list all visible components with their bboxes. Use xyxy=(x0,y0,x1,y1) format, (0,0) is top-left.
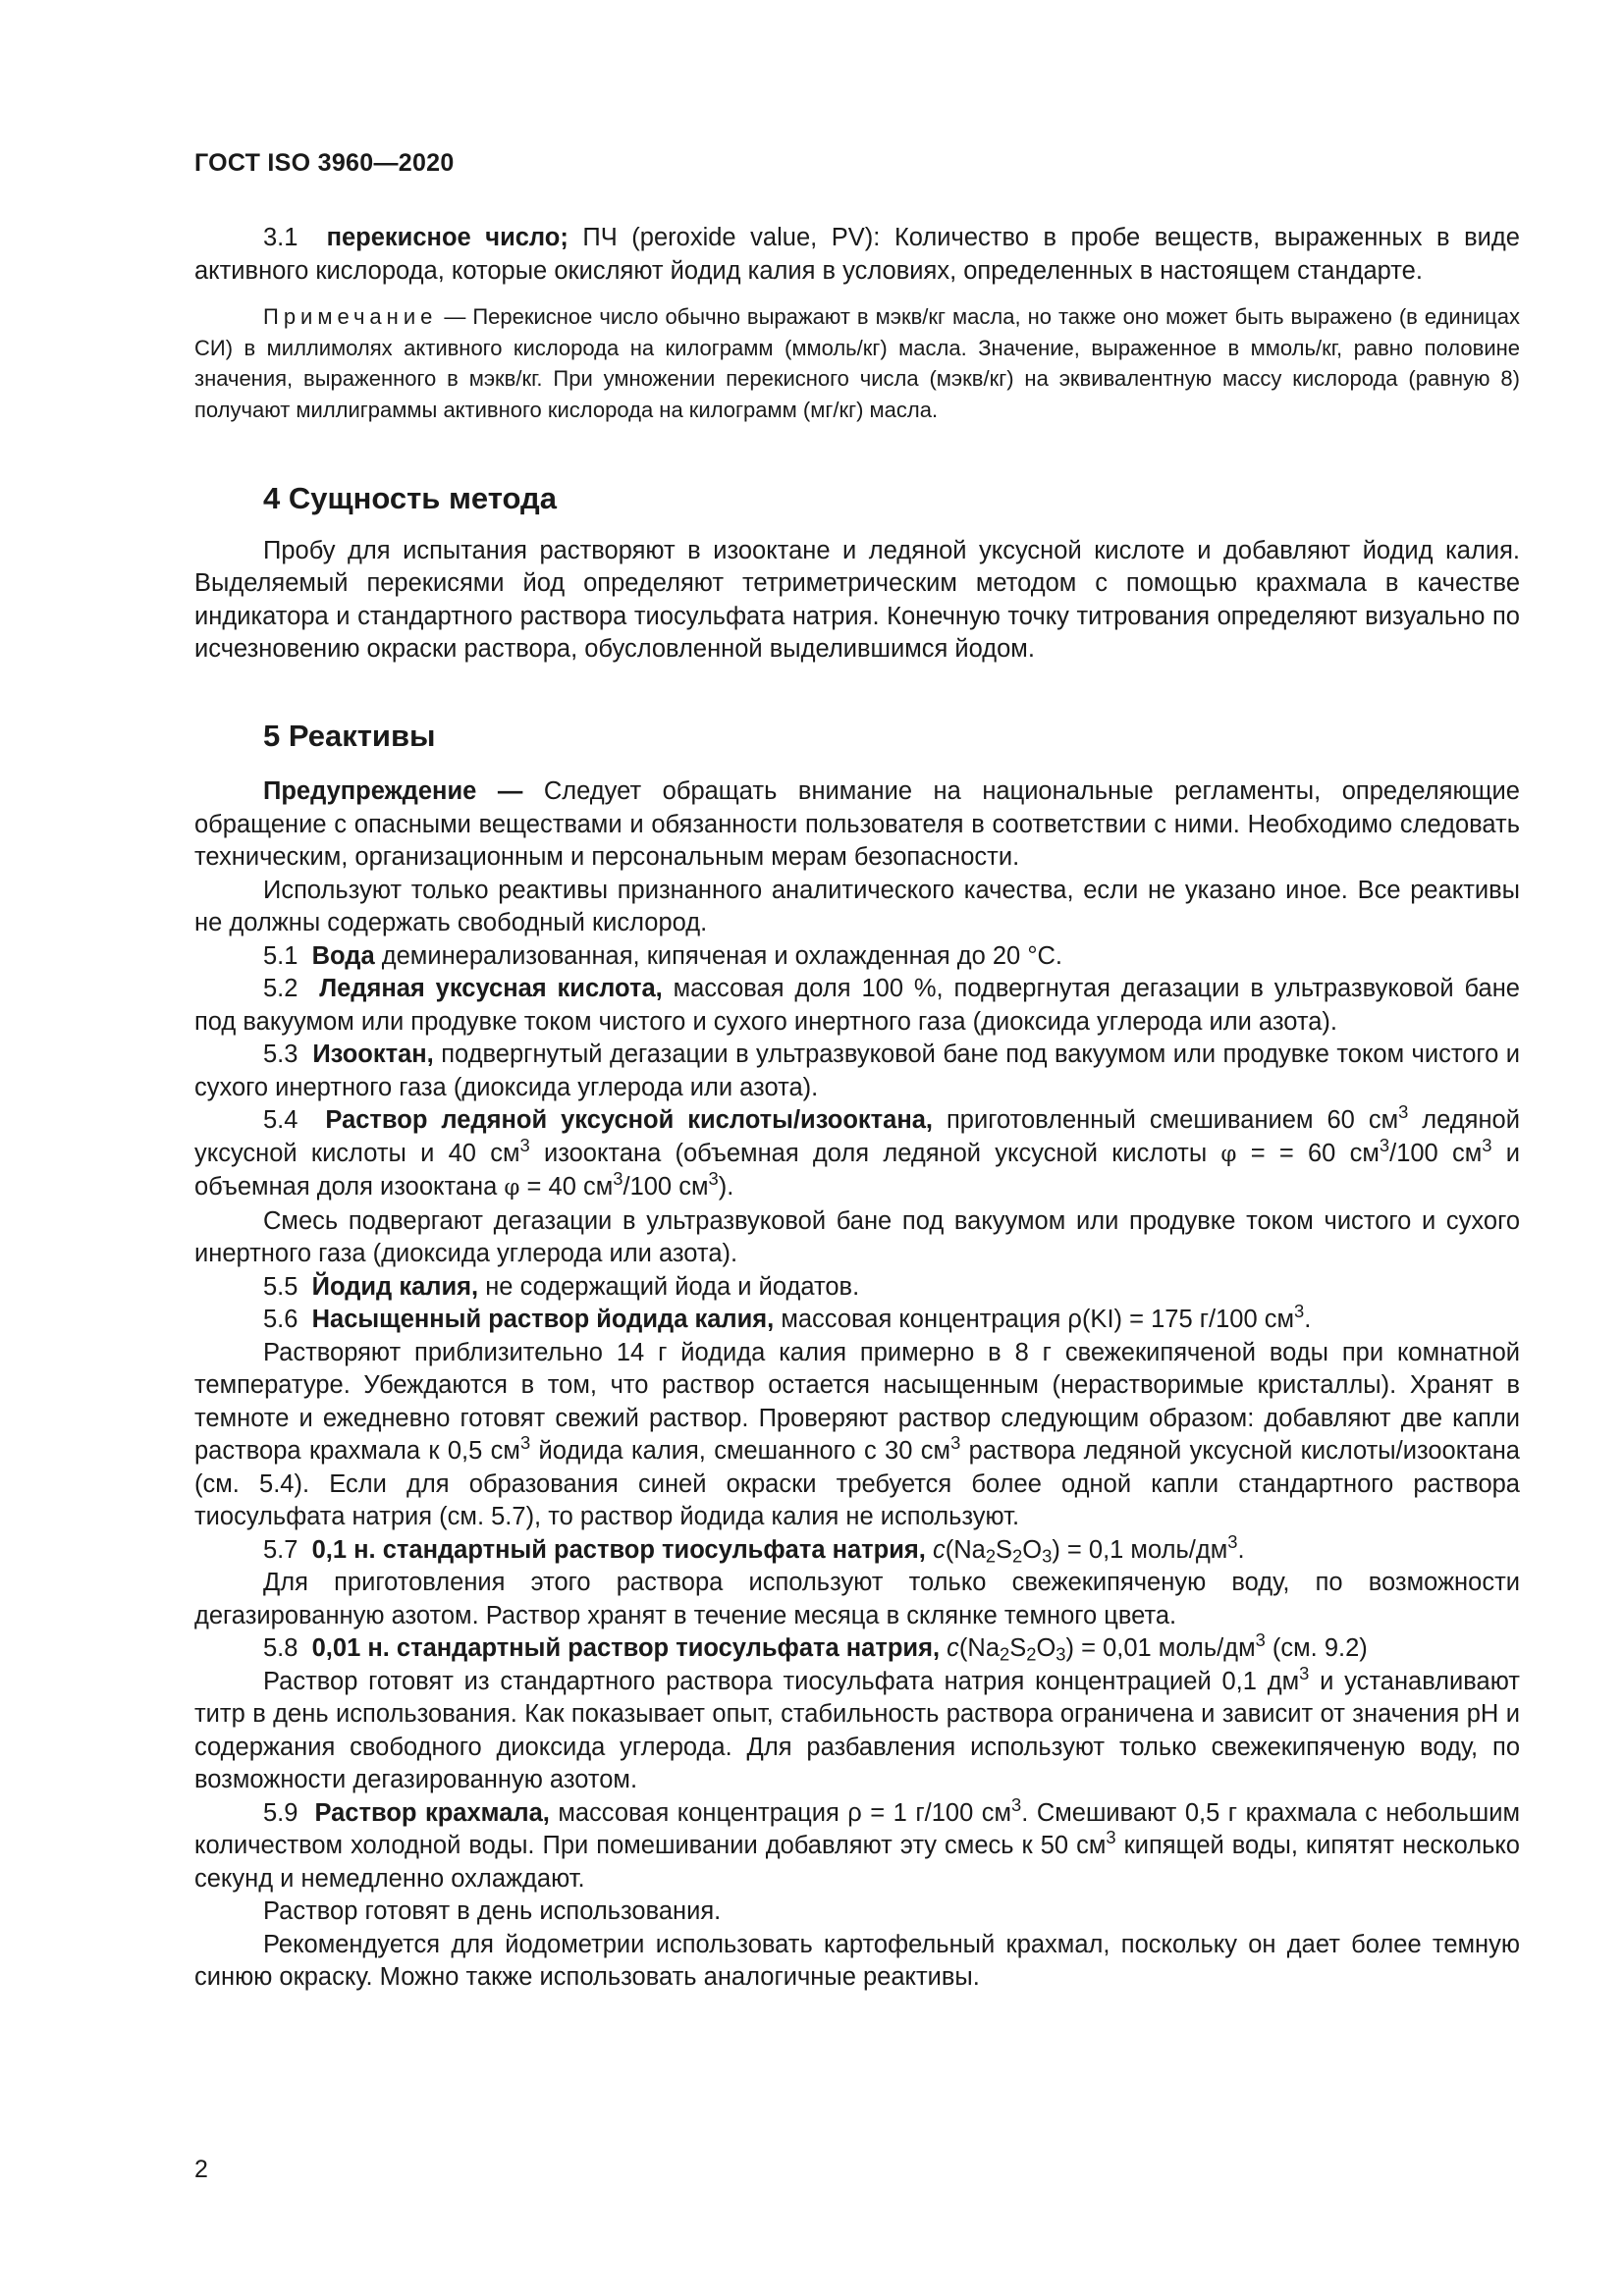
warning: Предупреждение — Следует обращать внимание на национальные регламенты, определяющие обращение с опасными веществами и обязанности пользователя в соответствии с ними. Необходимо следовать техническим, организационным и персональным мерам безопасности. xyxy=(194,777,1520,871)
clause-5-2: 5.2 Ледяная уксусная кислота, массовая доля 100 %, подвергнутая дегазации в ультразвуковой бане под вакуумом или продувке током чистого и сухого инертного газа (диоксида углерода или азота). xyxy=(194,975,1520,1036)
page-number: 2 xyxy=(194,2156,208,2183)
clause-5-7: 5.7 0,1 н. стандартный раствор тиосульфата натрия, $c(Na_2S_2O_3) = 0,1$ моль/$дм^3$. xyxy=(263,1530,1245,1567)
clause-5-9-recommendation: Рекомендуется для йодометрии использовать картофельный крахмал, поскольку он дает более темную синюю окраску. Можно также использовать аналогичные реактивы. xyxy=(194,1930,1520,1991)
section-4-heading: 4 Сущность метода xyxy=(263,481,557,515)
clause-5-6-para: Растворяют приблизительно 14 г йодида калия примерно в 8 г свежекипяченой воды при комнатной температуре. Убеждаются в том, что раствор остается насыщенным (нерастворимые кристаллы). Хранят в темноте и ежедневно готовят свежий раствор. Проверяют раствор следующим образом: добавляют две капли раствора крахмала к 0,5 $см^3$ йодида калия, смешанного с 30 $см^3$ раствора ледяной уксусной кислоты/изооктана (см. 5.4). Если для образования синей окраски требуется более одной капли стандартного раствора тиосульфата натрия (см. 5.7), то раствор йодида калия не используют. xyxy=(194,1338,1520,1530)
section-5-heading: 5 Реактивы xyxy=(263,718,436,753)
note-label: Примечание xyxy=(263,304,438,329)
clause-5-4-para: Смесь подвергают дегазации в ультразвуковой бане под вакуумом или продувке током чистого и сухого инертного газа (диоксида углерода или азота). xyxy=(194,1206,1520,1267)
reagents-intro: Используют только реактивы признанного аналитического качества, если не указано иное. Все реактивы не должны содержать свободный кислород. xyxy=(194,876,1520,936)
clause-5-1: 5.1 Вода деминерализованная, кипяченая и охлажденная до 20 °С. xyxy=(263,941,1063,970)
clause-5-8-para: Раствор готовят из стандартного раствора тиосульфата натрия концентрацией 0,1 $дм^3$ и устанавливают титр в день использования. Как показывает опыт, стабильность раствора ограничена и зависит от значения pH и содержания свободного диоксида углерода. Для разбавления используют только свежекипяченую воду, по возможности дегазированную азотом. xyxy=(194,1662,1520,1793)
clause-5-8: 5.8 0,01 н. стандартный раствор тиосульфата натрия, $c(Na_2S_2O_3) = 0,01$ моль/$дм^3$ (см. 9.2) xyxy=(263,1629,1368,1665)
document-header: ГОСТ ISO 3960—2020 xyxy=(194,149,455,177)
clause-5-7-para: Для приготовления этого раствора используют только свежекипяченую воду, по возможности дегазированную азотом. Раствор хранят в течение месяца в склянке темного цвета. xyxy=(194,1569,1520,1629)
page-body xyxy=(194,222,1520,1995)
clause-5-4: 5.4 Раствор ледяной уксусной кислоты/изооктана, приготовленный смешиванием 60 $см^3$ ледяной уксусной кислоты и 40 $см^3$ изооктана (объемная доля ледяной уксусной кислоты φ = = 60 $см^3/100$ $см^3$ и объемная доля изооктана φ = 40 $см^3/100$ $см^3$). xyxy=(194,1100,1520,1201)
clause-5-9-para: Раствор готовят в день использования. xyxy=(263,1897,722,1925)
section-4-text: Пробу для испытания растворяют в изооктане и ледяной уксусной кислоте и добавляют йодид калия. Выделяемый перекисями йод определяют тетриметрическим методом с помощью крахмала в качестве индикатора и стандартного раствора тиосульфата натрия. Конечную точку титрования определяют визуально по исчезновению окраски раствора, обусловленной выделившимся йодом. xyxy=(194,536,1520,663)
clause-5-6: 5.6 Насыщенный раствор йодида калия, массовая концентрация ρ(KI) = 175 г/100 $см^3$. xyxy=(263,1300,1312,1333)
clause-3-1: 3.1 перекисное число; ПЧ (peroxide value, PV): Количество в пробе веществ, выраженных в виде активного кислорода, которые окисляют йодид калия в условиях, определенных в настоящем стандарте. xyxy=(194,224,1520,285)
note: Примечание — Перекисное число обычно выражают в мэкв/кг масла, но также оно может быть выражено (в единицах СИ) в миллимолях активного кислорода на килограмм (ммоль/кг) масла. Значение, выраженное в ммоль/кг, равно половине значения, выраженного в мэкв/кг. При умножении перекисного числа (мэкв/кг) на эквивалентную массу кислорода (равную 8) получают миллиграммы активного кислорода на килограмм (мг/кг) масла. xyxy=(194,304,1520,422)
term-peroxide-value: перекисное число; xyxy=(326,224,568,251)
clause-5-9: 5.9 Раствор крахмала, массовая концентрация ρ = 1 г/100 $см^3$. Смешивают 0,5 г крахмала с небольшим количеством холодной воды. При помешивании добавляют эту смесь к 50 $см^3$ кипящей воды, кипятят несколько секунд и немедленно охлаждают. xyxy=(194,1793,1520,1893)
clause-5-3: 5.3 Изооктан, подвергнутый дегазации в ультразвуковой бане под вакуумом или продувке током чистого и сухого инертного газа (диоксида углерода или азота). xyxy=(194,1041,1521,1101)
clause-5-5: 5.5 Йодид калия, не содержащий йода и йодатов. xyxy=(263,1272,860,1301)
